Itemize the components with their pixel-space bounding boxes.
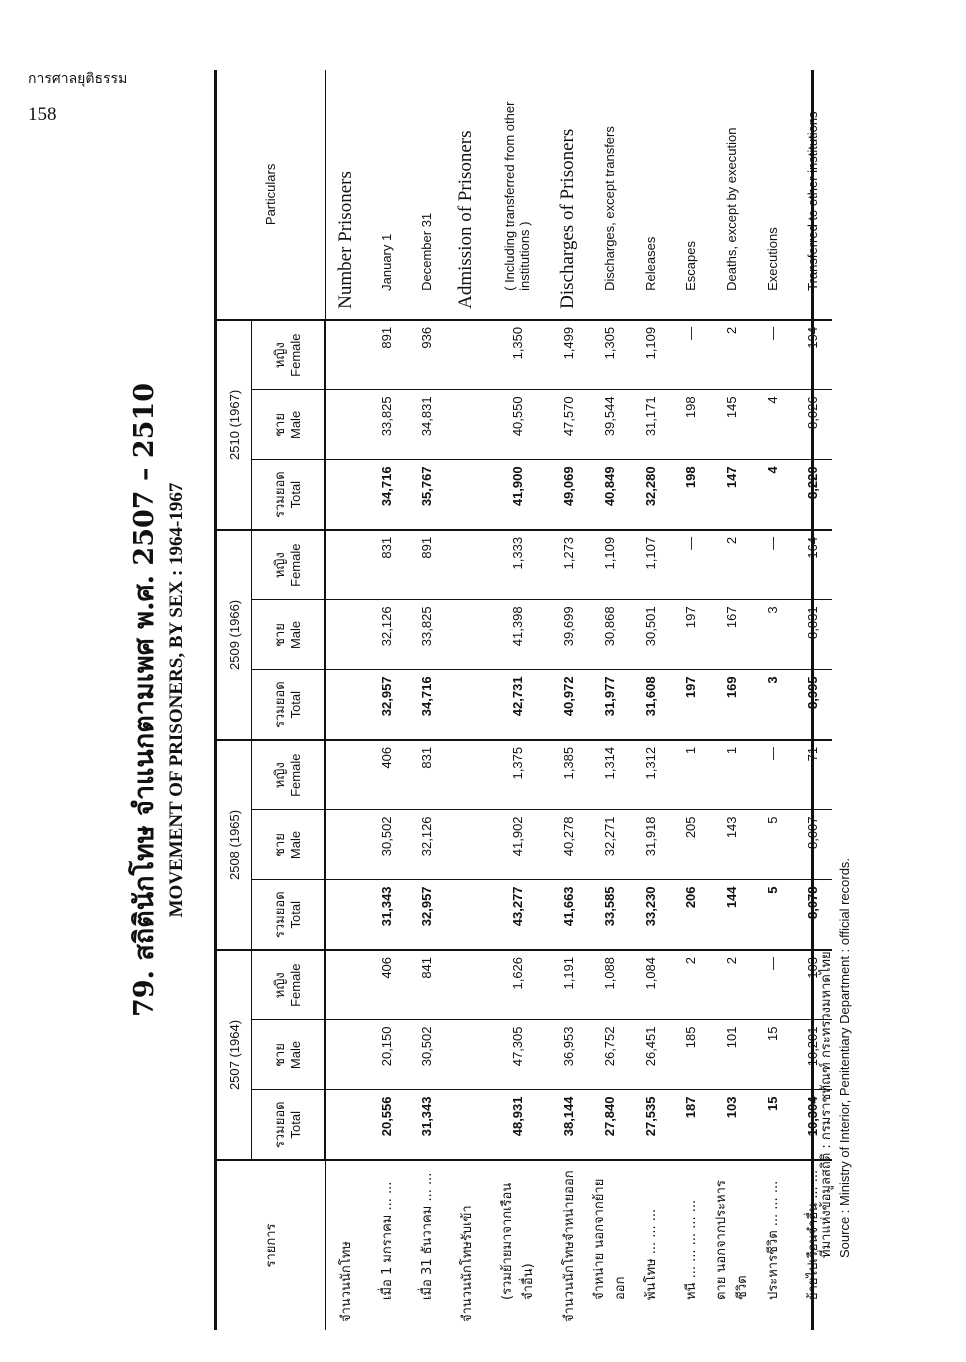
- cell-male: 33,825: [366, 390, 406, 460]
- cell-female: 1,375: [486, 740, 548, 810]
- cell-total: 48,931: [486, 1090, 548, 1160]
- cell-female: 2: [710, 950, 752, 1020]
- cell-male: 5: [752, 810, 792, 880]
- cell-male: 197: [670, 600, 710, 670]
- row-label-thai: หนี ... ... ... ... ...: [683, 1199, 699, 1300]
- cell-total: [325, 460, 366, 530]
- cell-total: [446, 460, 486, 530]
- cell-female: —: [752, 530, 792, 600]
- prisoner-movement-table: [214, 70, 821, 1330]
- cell-male: 39,544: [588, 390, 630, 460]
- row-label-english: Executions: [752, 70, 792, 320]
- cell-total: 31,343: [406, 1090, 446, 1160]
- sub-header-female: [252, 530, 326, 600]
- cell-female: 1,499: [548, 320, 588, 390]
- cell-male: 41,902: [486, 810, 548, 880]
- year-header: 2508 (1965): [217, 740, 252, 950]
- cell-total: 49,069: [548, 460, 588, 530]
- cell-male: 15: [752, 1020, 792, 1090]
- cell-female: 831: [406, 740, 446, 810]
- cell-male: 40,278: [548, 810, 588, 880]
- cell-total: 43,277: [486, 880, 548, 950]
- cell-female: 1: [670, 740, 710, 810]
- cell-male: [325, 810, 366, 880]
- row-label-thai: เมื่อ 1 มกราคม ... ...: [379, 1181, 395, 1300]
- cell-female: 2: [710, 530, 752, 600]
- cell-male: 39,699: [548, 600, 588, 670]
- cell-male: 40,550: [486, 390, 548, 460]
- source-english: Source : Ministry of Interior, Penitentiary Department : official records.: [837, 857, 852, 1258]
- sub-header-female: [252, 740, 326, 810]
- cell-total: 197: [670, 670, 710, 740]
- cell-male: 10,201: [792, 1020, 832, 1090]
- cell-male: [446, 1020, 486, 1090]
- cell-total: 33,230: [630, 880, 670, 950]
- table-row: [710, 70, 752, 1330]
- cell-total: 103: [710, 1090, 752, 1160]
- cell-total: 169: [710, 670, 752, 740]
- table-row: [325, 70, 366, 1330]
- cell-total: 187: [670, 1090, 710, 1160]
- cell-male: 8,007: [792, 810, 832, 880]
- cell-male: 3: [752, 600, 792, 670]
- cell-male: 32,271: [588, 810, 630, 880]
- table-body: [325, 70, 832, 1330]
- table-row: [486, 70, 548, 1330]
- cell-female: 1,314: [588, 740, 630, 810]
- cell-total: 38,144: [548, 1090, 588, 1160]
- sub-header-male: [252, 810, 326, 880]
- sub-header-english: Female: [288, 333, 303, 377]
- cell-female: —: [752, 950, 792, 1020]
- row-label-thai: ย้ายไปเรือนจำอื่น ... ...: [805, 1169, 821, 1300]
- cell-male: 32,126: [406, 810, 446, 880]
- cell-total: 32,280: [630, 460, 670, 530]
- table-row: [588, 70, 630, 1330]
- year-header: 2509 (1966): [217, 530, 252, 740]
- cell-female: —: [752, 740, 792, 810]
- sub-header-thai: รวมยอด: [273, 891, 288, 939]
- cell-male: 30,868: [588, 600, 630, 670]
- row-label-english: Releases: [630, 70, 670, 320]
- cell-female: 194: [792, 320, 832, 390]
- row-label-thai: ตาย นอกจากประหารชีวิต: [714, 1180, 750, 1300]
- row-label-thai: (รวมย้ายมาจากเรือนจำอื่น): [500, 1182, 536, 1300]
- cell-male: [446, 810, 486, 880]
- row-label-english: December 31: [406, 70, 446, 320]
- cell-male: 30,502: [366, 810, 406, 880]
- cell-male: 145: [710, 390, 752, 460]
- publication-label: การศาลยุติธรรม: [28, 71, 128, 87]
- row-label-english: January 1: [366, 70, 406, 320]
- cell-female: [325, 950, 366, 1020]
- sub-header-total: [252, 880, 326, 950]
- cell-total: 27,840: [588, 1090, 630, 1160]
- cell-male: 8,026: [792, 390, 832, 460]
- cell-male: 26,451: [630, 1020, 670, 1090]
- cell-total: 10,304: [792, 1090, 832, 1160]
- cell-female: [325, 320, 366, 390]
- cell-male: 8,831: [792, 600, 832, 670]
- table-header: [217, 70, 325, 1330]
- cell-total: 27,535: [630, 1090, 670, 1160]
- cell-total: 8,078: [792, 880, 832, 950]
- cell-male: 167: [710, 600, 752, 670]
- cell-total: [446, 670, 486, 740]
- cell-female: 71: [792, 740, 832, 810]
- cell-total: 147: [710, 460, 752, 530]
- cell-female: 1,273: [548, 530, 588, 600]
- cell-total: 32,957: [406, 880, 446, 950]
- table-row: [630, 70, 670, 1330]
- cell-male: 26,752: [588, 1020, 630, 1090]
- sub-header-thai: ชาย: [273, 623, 288, 647]
- sub-header-thai: รวมยอด: [273, 681, 288, 729]
- row-label-english: Admission of Prisoners: [446, 70, 486, 320]
- particulars-en-header: Particulars: [217, 70, 325, 320]
- cell-female: 841: [406, 950, 446, 1020]
- cell-female: 406: [366, 950, 406, 1020]
- cell-total: 8,995: [792, 670, 832, 740]
- cell-female: 2: [670, 950, 710, 1020]
- sub-header-thai: หญิง: [273, 762, 288, 789]
- cell-female: 1,107: [630, 530, 670, 600]
- cell-male: 101: [710, 1020, 752, 1090]
- page-number: 158: [28, 104, 57, 125]
- row-label-english: Number Prisoners: [325, 70, 366, 320]
- cell-male: 34,831: [406, 390, 446, 460]
- sub-header-thai: หญิง: [273, 972, 288, 999]
- sub-header-female: [252, 320, 326, 390]
- sub-header-total: [252, 670, 326, 740]
- cell-male: 41,398: [486, 600, 548, 670]
- row-label-english: ( Including transferred from other institutions ): [486, 70, 548, 320]
- cell-female: 1,626: [486, 950, 548, 1020]
- sub-header-english: Male: [288, 620, 303, 650]
- row-label-thai: จำนวนนักโทษจำหน่ายออก: [561, 1170, 577, 1322]
- row-label-thai: เมื่อ 31 ธันวาคม ... ...: [419, 1172, 435, 1300]
- sub-header-thai: รวมยอด: [273, 471, 288, 519]
- rotated-page-content: [118, 70, 928, 1330]
- cell-total: 33,585: [588, 880, 630, 950]
- cell-total: 5: [752, 880, 792, 950]
- table-row: [670, 70, 710, 1330]
- cell-total: 31,343: [366, 880, 406, 950]
- sub-header-thai: ชาย: [273, 833, 288, 857]
- cell-male: 32,126: [366, 600, 406, 670]
- sub-header-english: Total: [288, 1111, 303, 1139]
- cell-male: 36,953: [548, 1020, 588, 1090]
- cell-female: 1,333: [486, 530, 548, 600]
- sub-header-english: Female: [288, 963, 303, 1007]
- sub-header-english: Total: [288, 690, 303, 719]
- cell-total: [446, 1090, 486, 1160]
- table-row: [752, 70, 792, 1330]
- sub-header-english: Male: [288, 830, 303, 860]
- cell-male: 47,305: [486, 1020, 548, 1090]
- cell-female: 1,305: [588, 320, 630, 390]
- sub-header-male: [252, 1020, 326, 1090]
- cell-male: [325, 390, 366, 460]
- sub-header-thai: หญิง: [273, 342, 288, 369]
- row-label-thai: จำหน่าย นอกจากย้ายออก: [592, 1178, 628, 1300]
- cell-total: 41,900: [486, 460, 548, 530]
- cell-total: 42,731: [486, 670, 548, 740]
- sub-header-english: Female: [288, 753, 303, 797]
- row-label-english: Discharges of Prisoners: [548, 70, 588, 320]
- cell-total: [325, 880, 366, 950]
- cell-female: —: [670, 320, 710, 390]
- cell-total: 8,220: [792, 460, 832, 530]
- cell-total: 206: [670, 880, 710, 950]
- sub-header-female: [252, 950, 326, 1020]
- cell-female: 164: [792, 530, 832, 600]
- cell-total: 34,716: [406, 670, 446, 740]
- cell-total: 3: [752, 670, 792, 740]
- sub-header-total: [252, 460, 326, 530]
- cell-female: [325, 740, 366, 810]
- cell-male: 30,502: [406, 1020, 446, 1090]
- cell-total: 32,957: [366, 670, 406, 740]
- row-label-english: Escapes: [670, 70, 710, 320]
- cell-male: 198: [670, 390, 710, 460]
- row-label-thai: จำนวนนักโทษ: [339, 1241, 355, 1322]
- cell-female: 936: [406, 320, 446, 390]
- cell-female: 1,350: [486, 320, 548, 390]
- cell-male: 31,171: [630, 390, 670, 460]
- table-title-thai: 79. สถิตินักโทษ จำแนกตามเพศ พ.ศ. 2507 – 2510: [129, 383, 160, 1018]
- cell-male: [325, 1020, 366, 1090]
- cell-female: 1: [710, 740, 752, 810]
- cell-total: [446, 880, 486, 950]
- cell-total: 40,849: [588, 460, 630, 530]
- cell-female: 2: [710, 320, 752, 390]
- table-row: [406, 70, 446, 1330]
- sub-header-thai: หญิง: [273, 552, 288, 579]
- cell-female: 103: [792, 950, 832, 1020]
- cell-female: [446, 740, 486, 810]
- sub-header-english: Total: [288, 480, 303, 509]
- cell-total: [325, 670, 366, 740]
- cell-total: 31,608: [630, 670, 670, 740]
- sub-header-thai: ชาย: [273, 1043, 288, 1067]
- cell-female: 831: [366, 530, 406, 600]
- cell-total: 40,972: [548, 670, 588, 740]
- cell-female: 1,088: [588, 950, 630, 1020]
- cell-female: 891: [366, 320, 406, 390]
- cell-male: [325, 600, 366, 670]
- source-thai: ที่มาแห่งข้อมูลสถิติ : กรมราชทัณฑ์ กระทรวงมหาดไทย: [819, 951, 834, 1258]
- cell-female: 1,312: [630, 740, 670, 810]
- year-header: 2510 (1967): [217, 320, 252, 530]
- cell-female: 406: [366, 740, 406, 810]
- cell-female: [446, 320, 486, 390]
- cell-total: 41,663: [548, 880, 588, 950]
- cell-male: 143: [710, 810, 752, 880]
- cell-male: 31,918: [630, 810, 670, 880]
- cell-male: 205: [670, 810, 710, 880]
- cell-female: —: [670, 530, 710, 600]
- table-title-english: MOVEMENT OF PRISONERS, BY SEX : 1964-1967: [166, 482, 187, 918]
- cell-female: 1,109: [630, 320, 670, 390]
- year-header: 2507 (1964): [217, 950, 252, 1160]
- cell-male: 4: [752, 390, 792, 460]
- row-label-thai: ประหารชีวิต ... ... ...: [765, 1180, 781, 1300]
- title-block: [118, 70, 210, 1330]
- table-row: [366, 70, 406, 1330]
- sub-header-english: Male: [288, 1040, 303, 1070]
- cell-female: [325, 530, 366, 600]
- cell-female: [446, 950, 486, 1020]
- sub-header-male: [252, 600, 326, 670]
- cell-male: [446, 600, 486, 670]
- sub-header-english: Female: [288, 543, 303, 587]
- table-row: [446, 70, 486, 1330]
- particulars-th-header: รายการ: [217, 1160, 325, 1330]
- sub-header-male: [252, 390, 326, 460]
- row-label-thai: จำนวนนักโทษรับเข้า: [459, 1205, 475, 1322]
- sub-header-english: Total: [288, 900, 303, 929]
- sub-header-english: Male: [288, 410, 303, 439]
- cell-total: 4: [752, 460, 792, 530]
- cell-female: 1,385: [548, 740, 588, 810]
- row-label-english: Discharges, except transfers: [588, 70, 630, 320]
- cell-female: —: [752, 320, 792, 390]
- cell-female: 1,191: [548, 950, 588, 1020]
- cell-total: 31,977: [588, 670, 630, 740]
- cell-total: 35,767: [406, 460, 446, 530]
- cell-total: 34,716: [366, 460, 406, 530]
- cell-female: [446, 530, 486, 600]
- source-note: [818, 158, 854, 1258]
- sub-header-thai: ชาย: [273, 413, 288, 437]
- cell-total: [325, 1090, 366, 1160]
- cell-male: [446, 390, 486, 460]
- row-label-english: Deaths, except by execution: [710, 70, 752, 320]
- sub-header-thai: รวมยอด: [273, 1101, 288, 1149]
- cell-total: 15: [752, 1090, 792, 1160]
- cell-male: 33,825: [406, 600, 446, 670]
- cell-total: 144: [710, 880, 752, 950]
- cell-male: 30,501: [630, 600, 670, 670]
- table-row: [548, 70, 588, 1330]
- sub-header-total: [252, 1090, 326, 1160]
- cell-male: 47,570: [548, 390, 588, 460]
- cell-female: 1,084: [630, 950, 670, 1020]
- cell-female: 891: [406, 530, 446, 600]
- cell-male: 185: [670, 1020, 710, 1090]
- cell-female: 1,109: [588, 530, 630, 600]
- row-label-english: Transferred to other institutions: [792, 70, 832, 320]
- cell-male: 20,150: [366, 1020, 406, 1090]
- cell-total: 20,556: [366, 1090, 406, 1160]
- row-label-thai: พ้นโทษ ... ... ...: [643, 1208, 659, 1300]
- cell-total: 198: [670, 460, 710, 530]
